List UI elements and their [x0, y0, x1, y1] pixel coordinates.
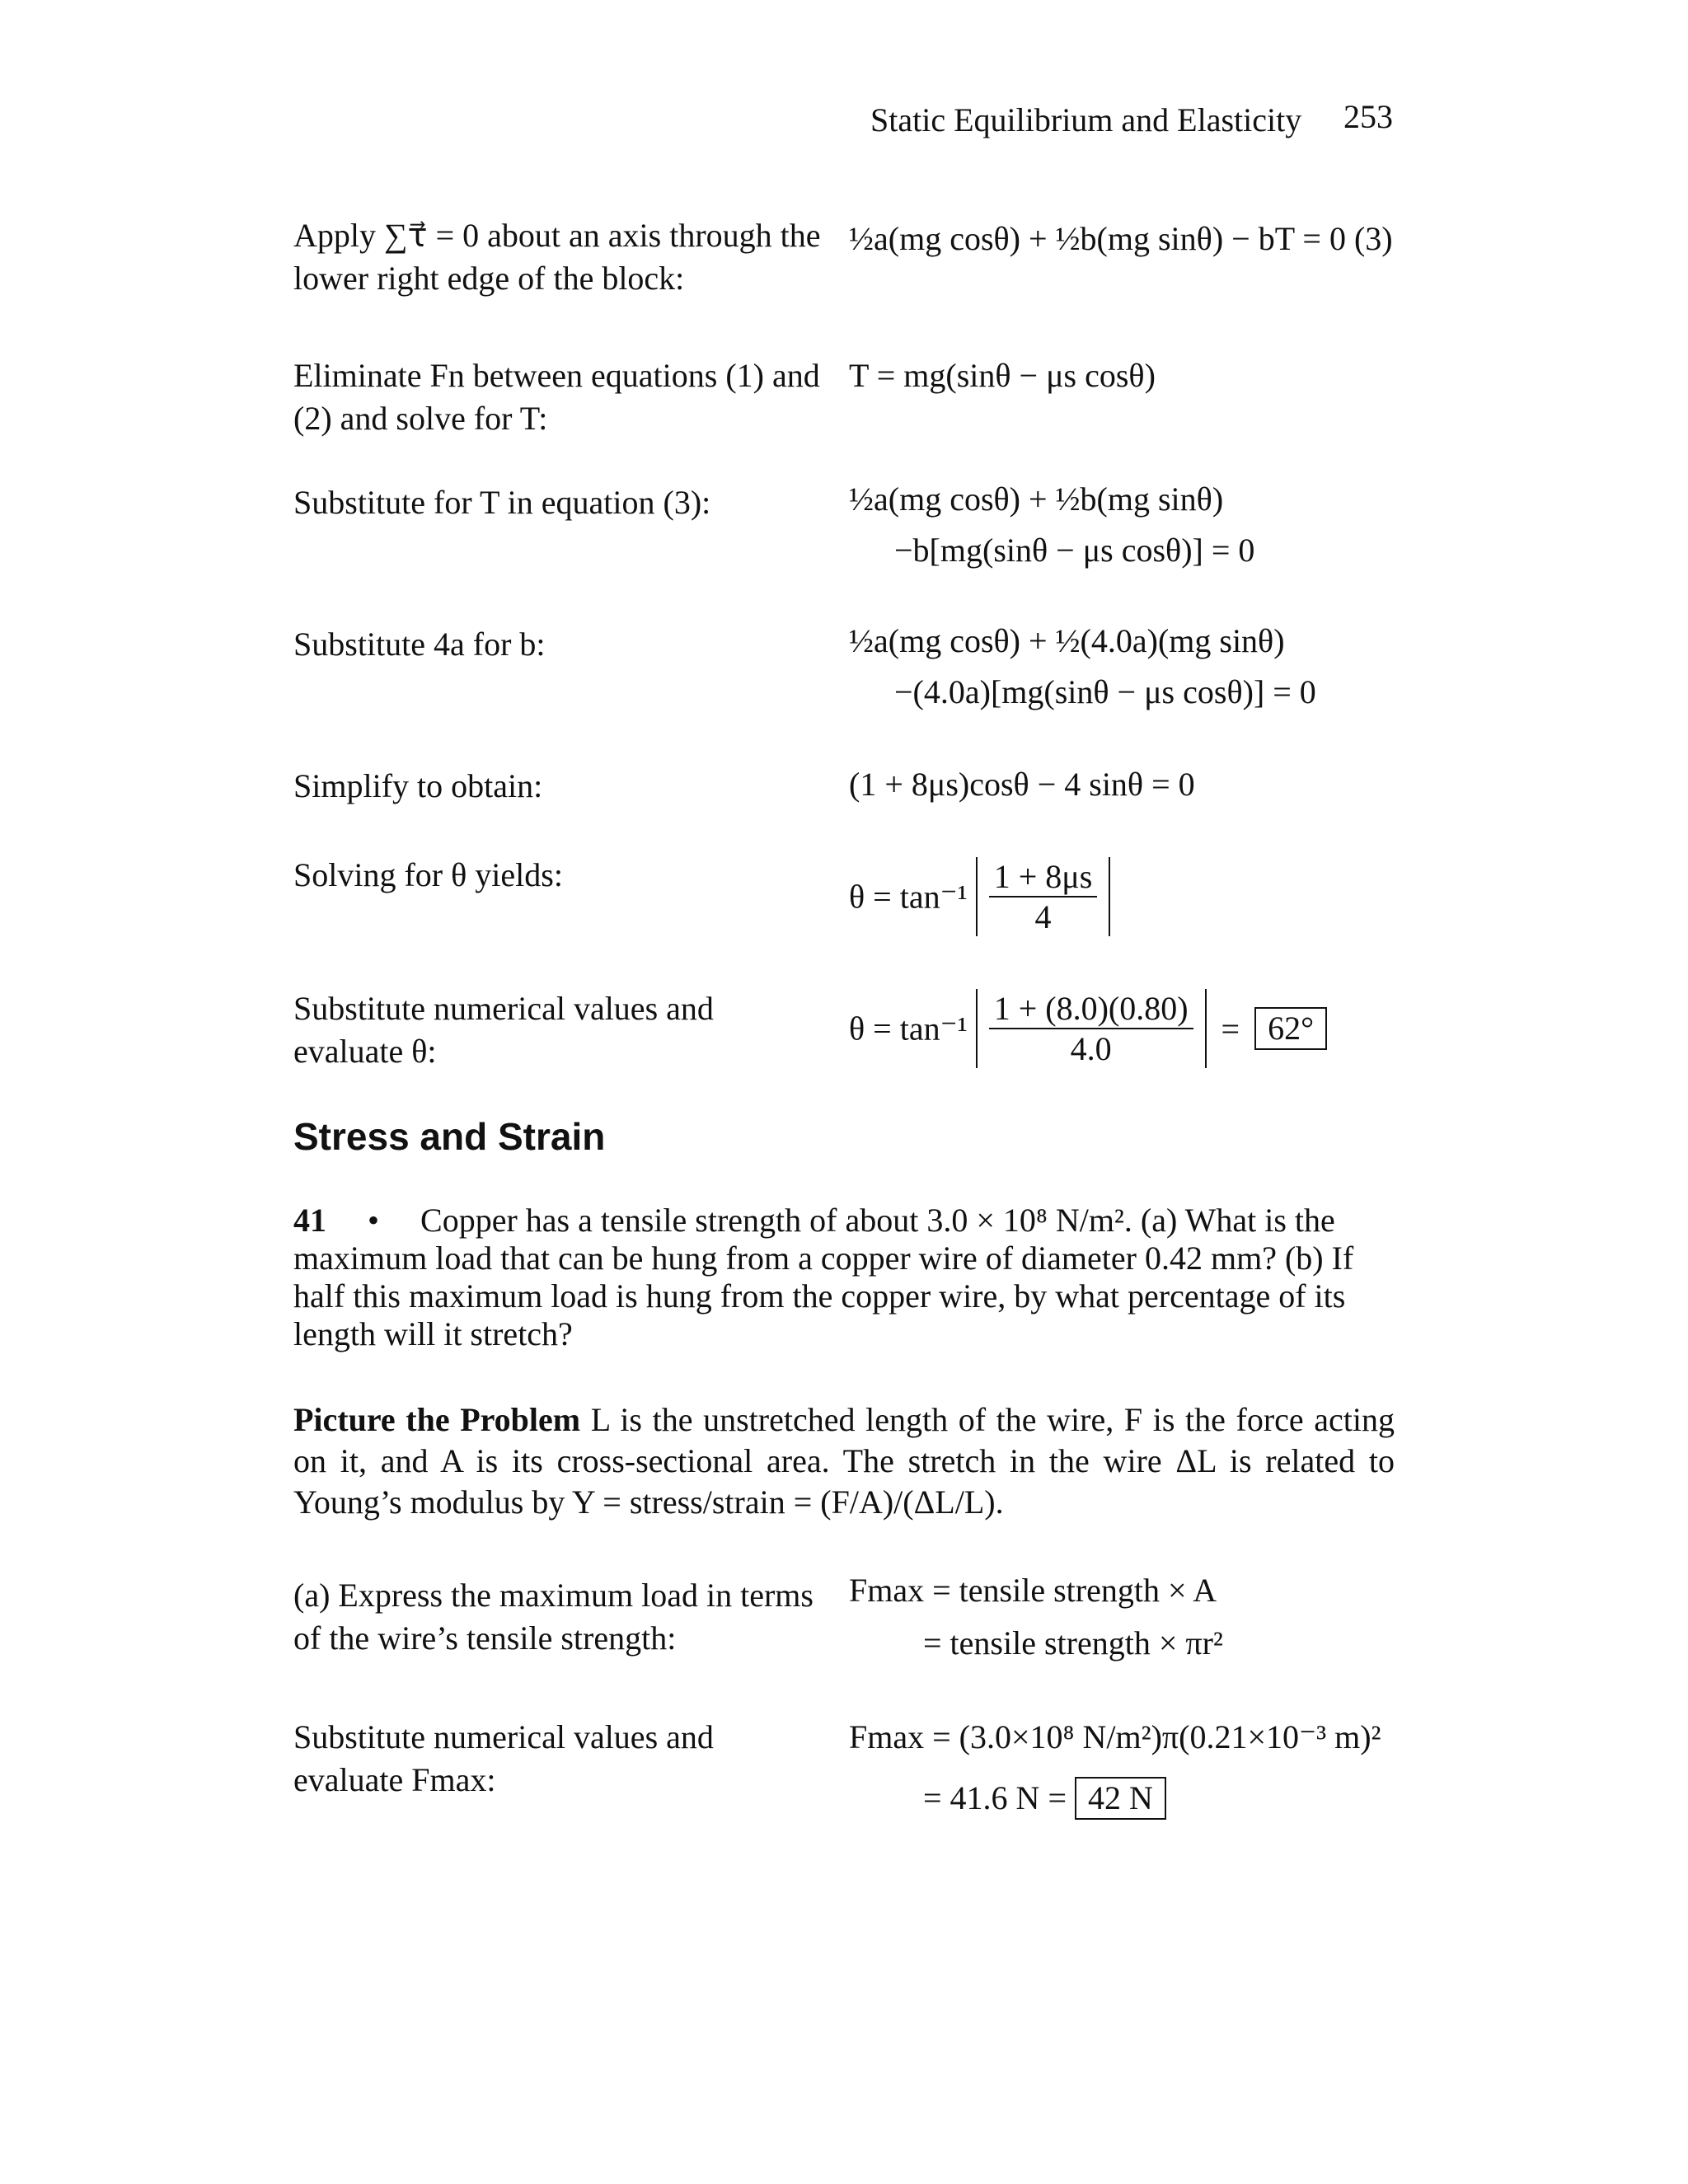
denominator: 4.0: [1070, 1030, 1112, 1067]
equals-sign: =: [1221, 1010, 1240, 1047]
step-equation: (1 + 8μs)cosθ − 4 sinθ = 0: [849, 766, 1195, 803]
step-equation-continued: −b[mg(sinθ − μs cosθ)] = 0: [894, 532, 1255, 569]
step-label: (a) Express the maximum load in terms of the wire’s tensile strength:: [293, 1577, 814, 1657]
denominator: 4: [1034, 898, 1052, 935]
step-equation: T = mg(sinθ − μs cosθ): [849, 357, 1156, 394]
step-label: Substitute 4a for b:: [293, 626, 546, 663]
picture-text: L is the unstretched length of the wire, F is the force acting on it, and A is its cross-sectional area. The stretch in the wire ΔL is related to Young’s modulus by Y = stress/strain = (F/A)/(ΔL/L).: [293, 1401, 1395, 1521]
step-equation: ½a(mg cosθ) + ½b(mg sinθ) − bT = 0 (3): [849, 220, 1393, 257]
fraction-bracket: [976, 989, 1207, 1068]
step-label: Substitute numerical values and evaluate Fmax:: [293, 1718, 714, 1798]
numerator: 1 + 8μs: [989, 857, 1098, 898]
step-label: Solving for θ yields:: [293, 856, 563, 893]
difficulty-bullet: •: [368, 1202, 380, 1239]
fraction: [989, 857, 1098, 936]
step-label: Simplify to obtain:: [293, 767, 543, 804]
step-label: Substitute for T in equation (3):: [293, 484, 711, 521]
step-equation: ½a(mg cosθ) + ½b(mg sinθ): [849, 480, 1224, 518]
section-heading: Stress and Strain: [293, 1115, 606, 1158]
problem-number: 41: [293, 1202, 326, 1239]
problem-text: Copper has a tensile strength of about 3.0 × 10⁸ N/m². (a) What is the maximum load that can be hung from a copper wire of diameter 0.42 mm? (b) If half this maximum load is hung from the copper wire, by what percentage of its length will it stretch?: [293, 1202, 1354, 1352]
step-equation-continued: = tensile strength × πr²: [923, 1624, 1223, 1661]
fraction: [989, 989, 1193, 1068]
picture-the-problem: [293, 1399, 1395, 1523]
step-label: Eliminate Fn between equations (1) and (2) and solve for T:: [293, 357, 820, 437]
fraction-bracket: [976, 857, 1111, 936]
numerator: 1 + (8.0)(0.80): [989, 989, 1193, 1029]
equation-lhs: θ = tan⁻¹: [849, 878, 968, 916]
boxed-answer: 42 N: [1075, 1777, 1166, 1820]
equation-lhs: θ = tan⁻¹: [849, 1010, 968, 1047]
picture-lead: Picture the Problem: [293, 1401, 581, 1438]
step-label: Substitute numerical values and evaluate θ:: [293, 990, 714, 1070]
result-prefix: = 41.6 N =: [923, 1779, 1067, 1816]
page-number: 253: [1343, 98, 1393, 135]
step-equation: ½a(mg cosθ) + ½(4.0a)(mg sinθ): [849, 622, 1285, 659]
boxed-answer: 62°: [1254, 1007, 1327, 1050]
step-label: Apply ∑τ⃗ = 0 about an axis through the lower right edge of the block:: [293, 217, 821, 297]
fmax-result-line: [923, 1777, 1166, 1820]
problem-statement: [293, 1202, 1398, 1353]
step-equation: Fmax = tensile strength × A: [849, 1572, 1217, 1609]
running-header-title: Static Equilibrium and Elasticity: [870, 101, 1302, 138]
theta-evaluation: [849, 989, 1327, 1068]
step-equation-continued: −(4.0a)[mg(sinθ − μs cosθ)] = 0: [894, 673, 1316, 710]
step-equation: Fmax = (3.0×10⁸ N/m²)π(0.21×10⁻³ m)²: [849, 1718, 1381, 1755]
theta-formula: [849, 857, 1110, 936]
